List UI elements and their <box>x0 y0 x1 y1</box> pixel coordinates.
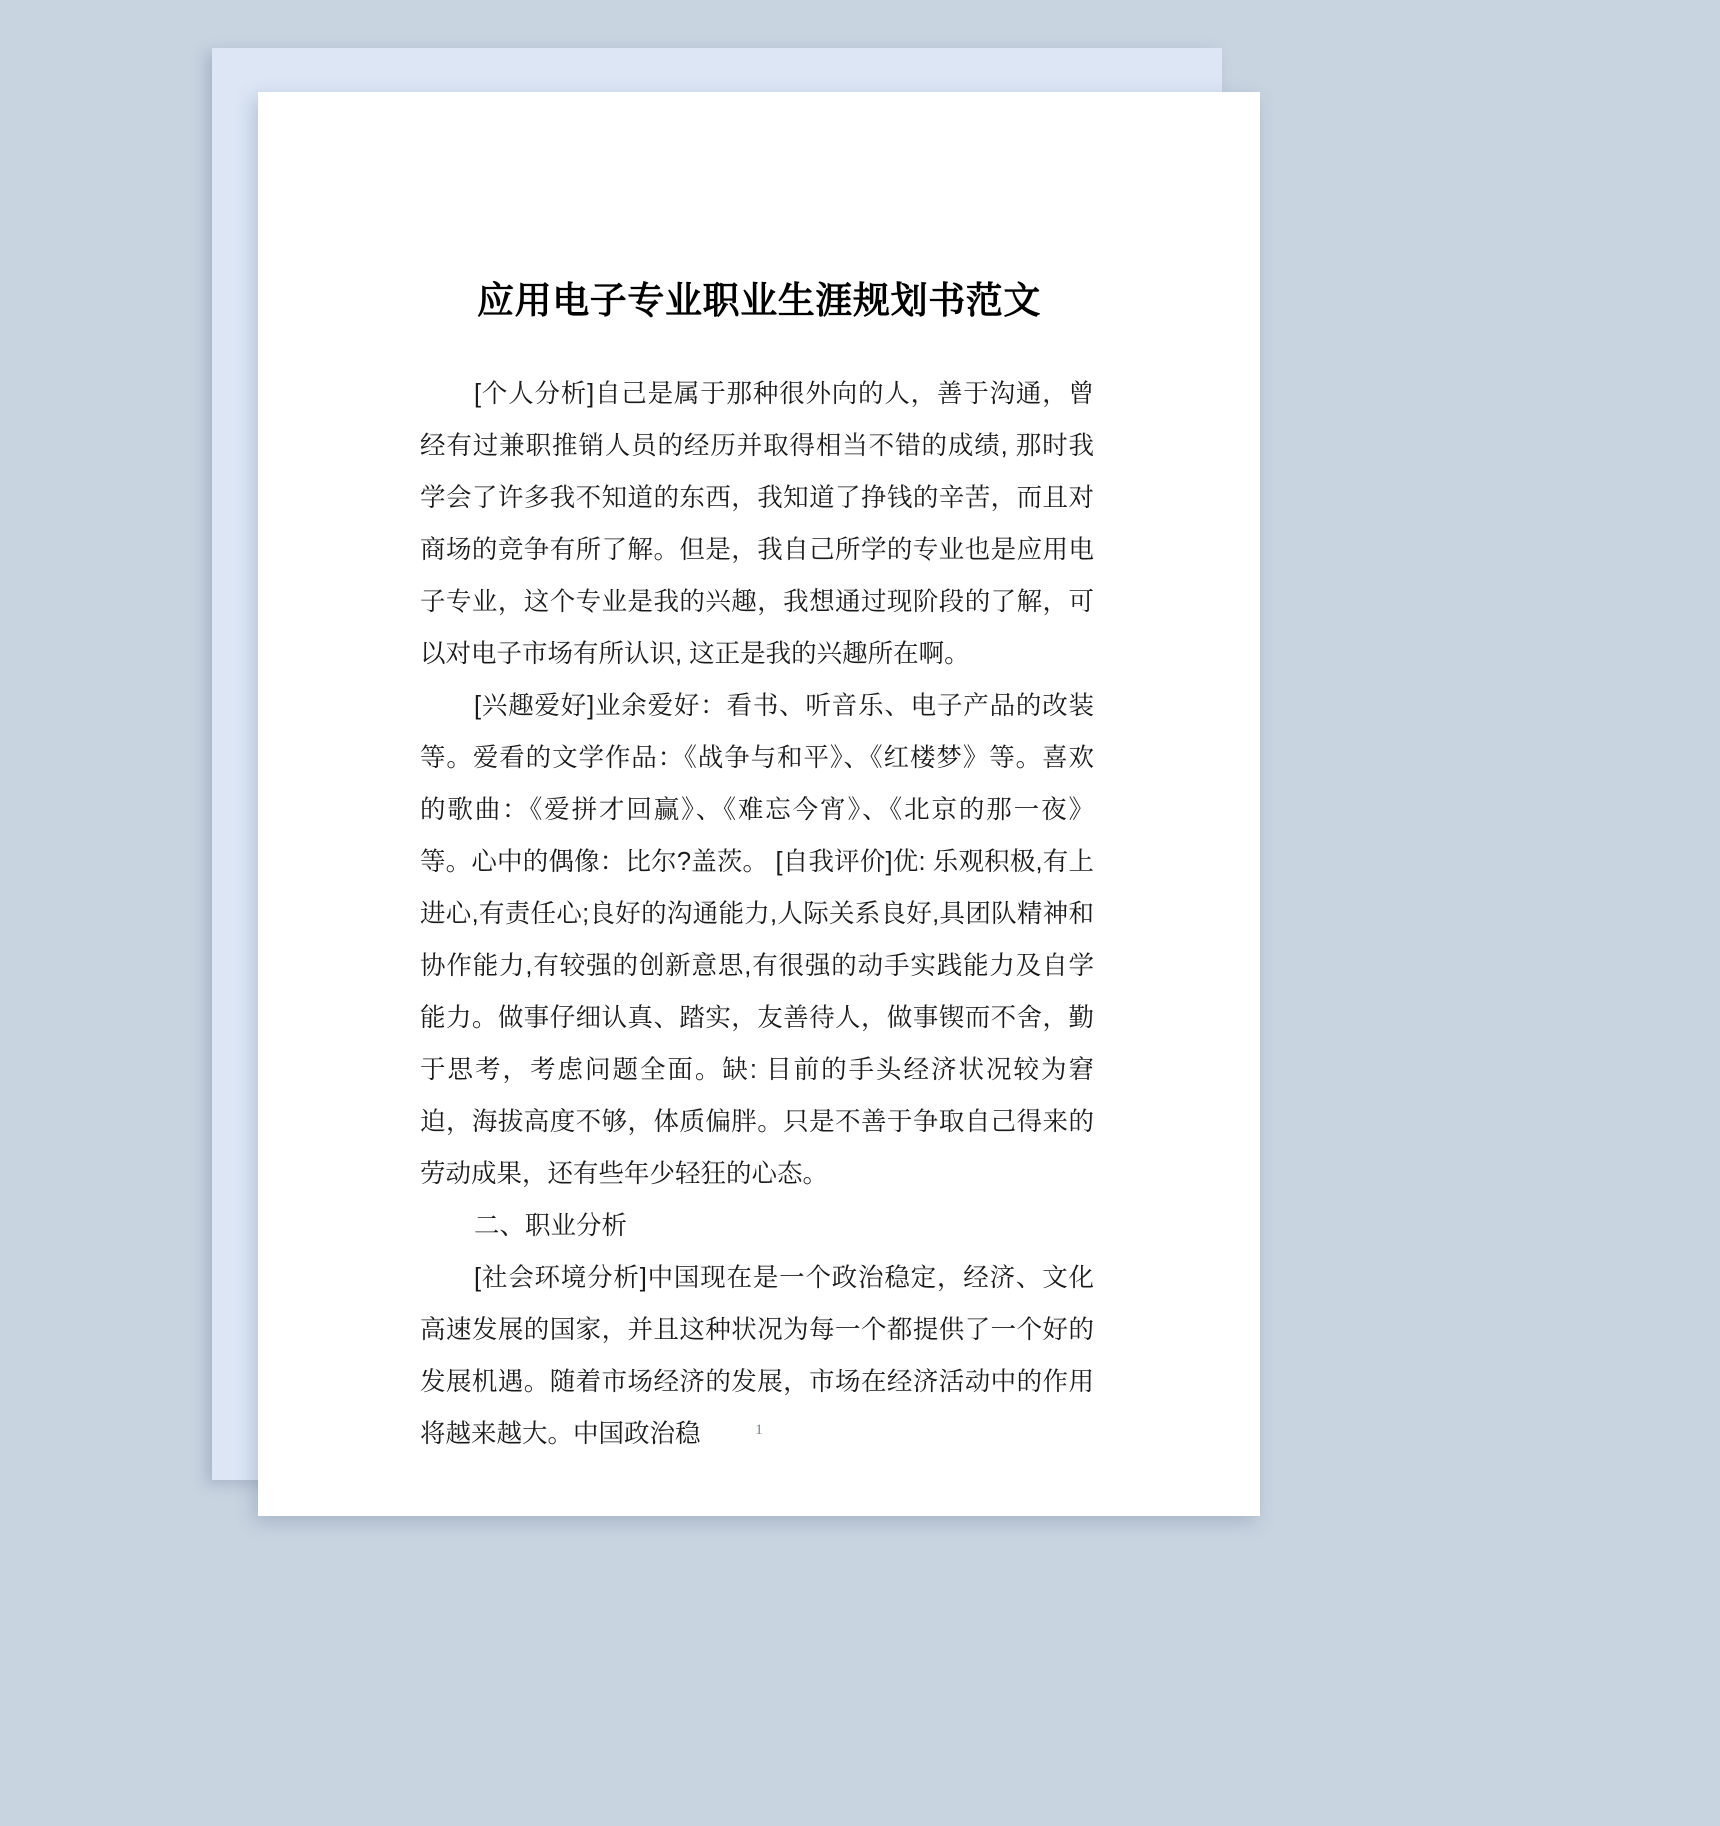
paragraph-social-environment-analysis: [社会环境分析]中国现在是一个政治稳定，经济、文化高速发展的国家，并且这种状况为每一个都提供了一个好的发展机遇。随着市场经济的发展，市场在经济活动中的作用将越来越大。中国政治稳 <box>420 1264 1094 1448</box>
section-heading-career-analysis: 二、职业分析 <box>474 1212 628 1240</box>
document-body <box>420 368 1094 1460</box>
page-number: 1 <box>755 1422 763 1438</box>
paragraph-hobbies-self-evaluation: [兴趣爱好]业余爱好：看书、听音乐、电子产品的改装等。爱看的文学作品：《战争与和平》、《红楼梦》等。喜欢的歌曲：《爱拼才回赢》、《难忘今宵》、《北京的那一夜》等。心中的偶像：比尔?盖茨。 [自我评价]优: 乐观积极,有上进心,有责任心;良好的沟通能力,人际关系良好,具团队精神和协作能力,有较强的创新意思,有很强的动手实践能力及自学能力。做事仔细认真、踏实，友善待人，做事锲而不舍，勤于思考，考虑问题全面。缺: 目前的手头经济状况较为窘迫，海拔高度不够，体质偏胖。只是不善于争取自己得来的劳动成果，还有些年少轻狂的心态。 <box>420 692 1094 1188</box>
page-content-area <box>258 92 1260 1516</box>
paragraph-personal-analysis: [个人分析]自己是属于那种很外向的人，善于沟通，曾经有过兼职推销人员的经历并取得相当不错的成绩, 那时我学会了许多我不知道的东西，我知道了挣钱的辛苦，而且对商场的竞争有所了解。但是，我自己所学的专业也是应用电子专业，这个专业是我的兴趣，我想通过现阶段的了解，可以对电子市场有所认识, 这正是我的兴趣所在啊。 <box>420 380 1094 668</box>
page-title: 应用电子专业职业生涯规划书范文 <box>477 280 1041 321</box>
document-page[interactable] <box>258 92 1260 1516</box>
